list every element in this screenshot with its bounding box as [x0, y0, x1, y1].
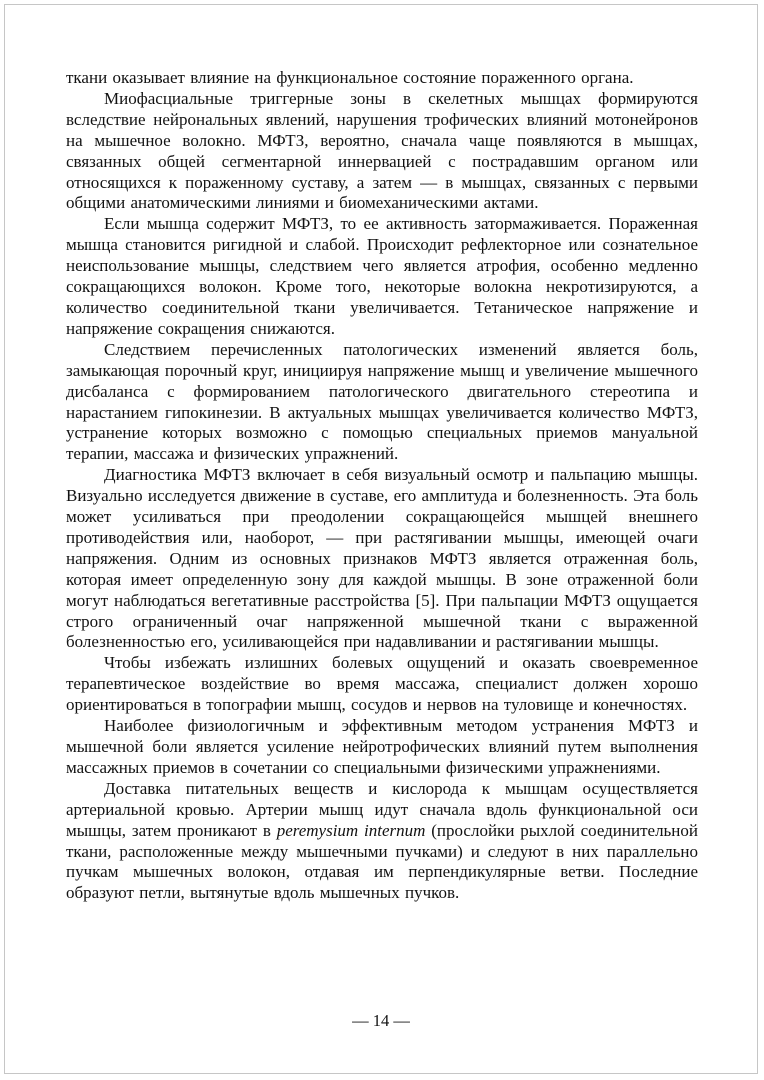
paragraph: ткани оказывает влияние на функциональное состояние пораженного органа.	[66, 68, 634, 87]
paragraph: Следствием перечисленных патологических изменений является боль, замыкающая порочный круг, инициируя напряжение мышц и увеличение мышечного дисбаланса с формированием патологического двигательного стереотипа и нарастанием гипокинезии. В актуальных мышцах увеличивается количество МФТЗ, устранение которых возможно с помощью специальных приемов мануальной терапии, массажа и физических упражнений.	[66, 339, 698, 464]
paragraph: Диагностика МФТЗ включает в себя визуальный осмотр и пальпацию мышцы. Визуально исследуется движение в суставе, его амплитуда и болезненность. Эта боль может усиливаться при преодолении сокращающейся мышцей внешнего противодействия или, наоборот, — при растягивании мышцы, имеющей очаги напряжения. Одним из основных признаков МФТЗ является отраженная боль, которая имеет определенную зону для каждой мышцы. В зоне отраженной боли могут наблюдаться вегетативные расстройства [5]. При пальпации МФТЗ ощущается строго ограниченный очаг напряженной мышечной ткани с выраженной болезненностью его, усиливающейся при надавливании и растягивании мышцы.	[66, 465, 698, 652]
paragraph: Миофасциальные триггерные зоны в скелетных мышцах формируются вследствие нейрональных явлений, нарушения трофических влияний мотонейронов на мышечное волокно. МФТЗ, вероятно, сначала чаще появляются в мышцах, связанных общей сегментарной иннервацией с пострадавшим органом или относящихся к пораженному суставу, а затем — в мышцах, связанных с первыми общими анатомическими линиями и биомеханическими актами.	[66, 88, 698, 213]
paragraph-text: Доставка питательных веществ и кислорода к мышцам осуществляется артериальной кровью. Артерии мышц идут сначала вдоль функциональной оси мышцы, затем проникают в	[66, 778, 698, 840]
page-footer	[5, 1011, 757, 1031]
paragraph: Чтобы избежать излишних болевых ощущений и оказать своевременное терапевтическое воздействие во время массажа, специалист должен хорошо ориентироваться в топографии мышц, сосудов и нервов на туловище и конечностях.	[66, 653, 698, 715]
paragraph: Наиболее физиологичным и эффективным методом устранения МФТЗ и мышечной боли является усиление нейротрофических влияний путем выполнения массажных приемов в сочетании со специальными физическими упражнениями.	[66, 716, 698, 777]
page	[4, 4, 758, 1074]
paragraph: Если мышца содержит МФТЗ, то ее активность затормаживается. Пораженная мышца становится ригидной и слабой. Происходит рефлекторное или сознательное неиспользование мышцы, следствием чего является атрофия, особенно медленно сокращающихся волокон. Кроме того, некоторые волокна некротизируются, а количество соединительной ткани увеличивается. Тетаническое напряжение и напряжение сокращения снижаются.	[66, 214, 698, 338]
page-number: — 14 —	[352, 1011, 410, 1030]
latin-term: peremysium internum	[276, 820, 426, 840]
text-block	[66, 68, 698, 904]
paragraph	[66, 779, 698, 904]
paragraph-text: (прослойки рыхлой соединительной ткани, расположенные между мышечными пучками) и следуют в них параллельно пучкам мышечных волокон, отдавая им перпендикулярные ветви. Последние образуют петли, вытянутые вдоль мышечных пучков.	[66, 820, 698, 903]
